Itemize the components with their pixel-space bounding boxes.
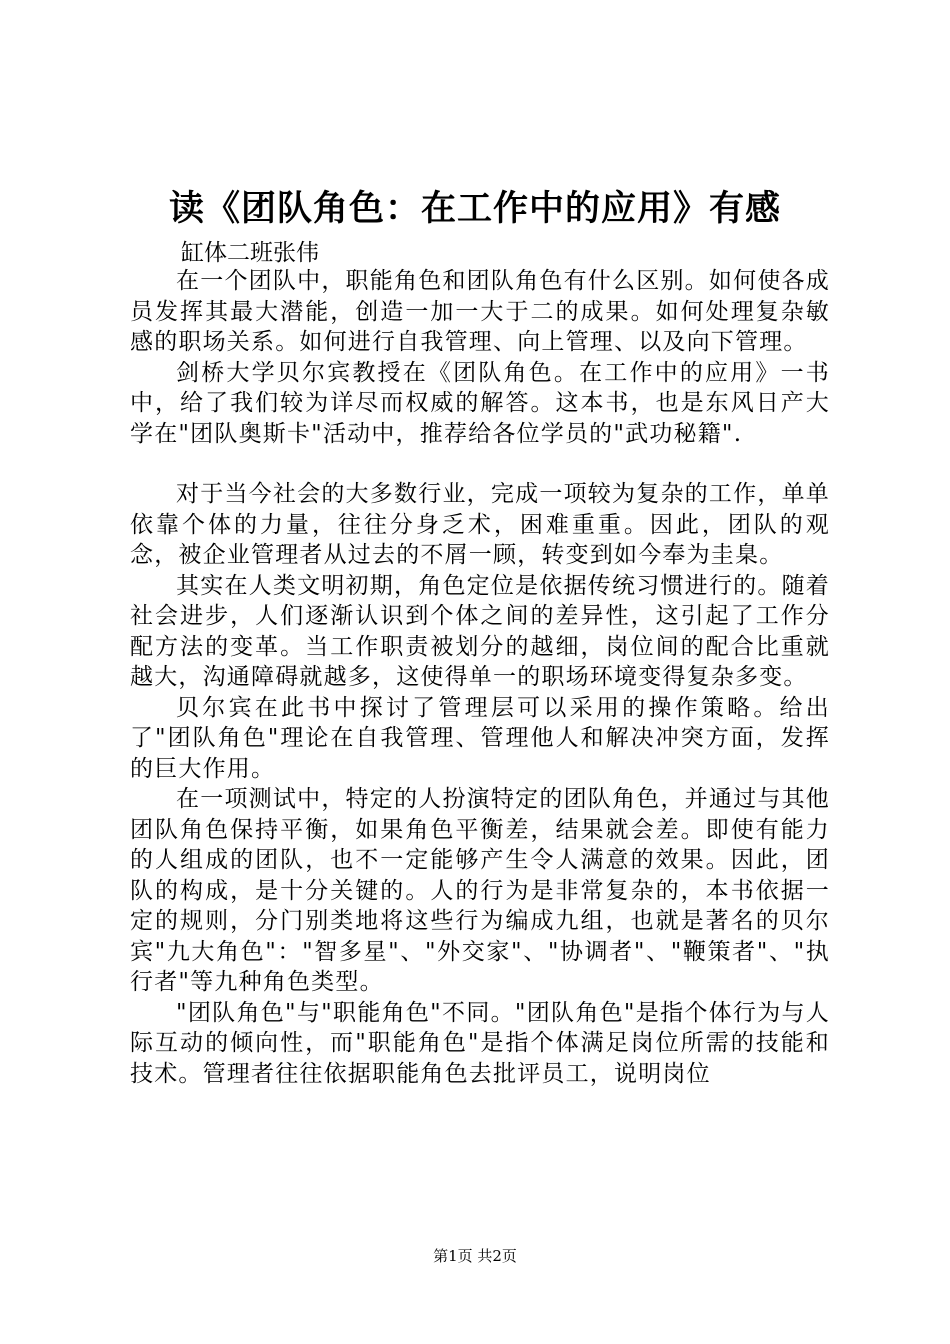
page-footer: 第1页 共2页 (433, 1247, 517, 1265)
document-body (130, 266, 830, 1089)
paragraph-6: 在一项测试中，特定的人扮演特定的团队角色，并通过与其他团队角色保持平衡，如果角色平衡差，结果就会差。即使有能力的人组成的团队，也不一定能够产生令人满意的效果。因此，团队的构成，是十分关键的。人的行为是非常复杂的，本书依据一定的规则，分门别类地将这些行为编成九组，也就是著名的贝尔宾"九大角色"："智多星"、"外交家"、"协调者"、"鞭策者"、"执行者"等九种角色类型。 (130, 786, 830, 995)
paragraph-7: "团队角色"与"职能角色"不同。"团队角色"是指个体行为与人际互动的倾向性，而"职能角色"是指个体满足岗位所需的技能和技术。管理者往往依据职能角色去批评员工，说明岗位 (130, 999, 830, 1087)
paragraph-3: 对于当今社会的大多数行业，完成一项较为复杂的工作，单单依靠个体的力量，往往分身乏术，困难重重。因此，团队的观念，被企业管理者从过去的不屑一顾，转变到如今奉为圭臬。 (130, 481, 830, 568)
paragraph-5: 贝尔宾在此书中探讨了管理层可以采用的操作策略。给出了"团队角色"理论在自我管理、管理他人和解决冲突方面，发挥的巨大作用。 (130, 694, 830, 782)
document-title: 读《团队角色：在工作中的应用》有感 (168, 189, 781, 229)
paragraph-4: 其实在人类文明初期，角色定位是依据传统习惯进行的。随着社会进步，人们逐渐认识到个体之间的差异性，这引起了工作分配方法的变革。当工作职责被划分的越细，岗位间的配合比重就越大，沟通障碍就越多，这使得单一的职场环境变得复杂多变。 (130, 572, 830, 690)
paragraph-2: 剑桥大学贝尔宾教授在《团队角色。在工作中的应用》一书中，给了我们较为详尽而权威的解答。这本书，也是东风日产大学在"团队奥斯卡"活动中，推荐给各位学员的"武功秘籍". (130, 359, 830, 447)
paragraph-1: 在一个团队中，职能角色和团队角色有什么区别。如何使各成员发挥其最大潜能，创造一加一大于二的成果。如何处理复杂敏感的职场关系。如何进行自我管理、向上管理、以及向下管理。 (130, 268, 830, 355)
document-author: 缸体二班张伟 (181, 240, 319, 266)
